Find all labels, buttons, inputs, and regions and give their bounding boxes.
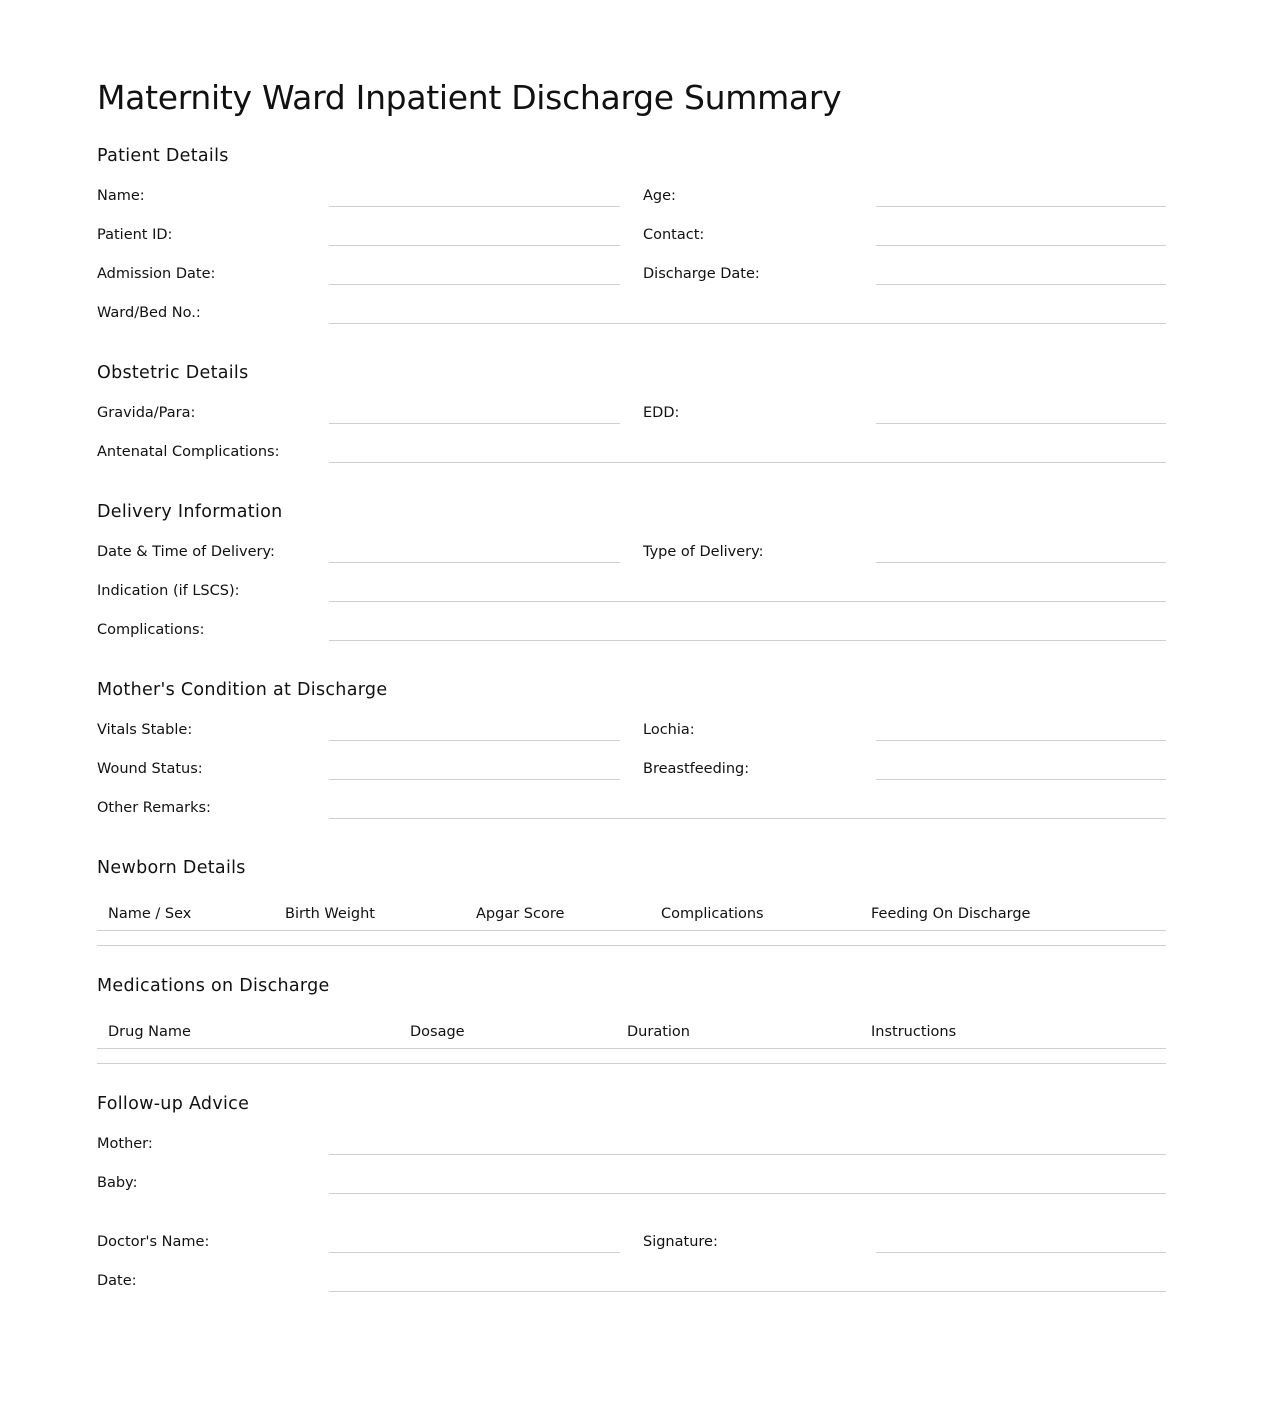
wound-status-label: Wound Status: [97, 761, 203, 777]
col-birth-weight: Birth Weight [274, 893, 465, 931]
delivery-datetime-label: Date & Time of Delivery: [97, 544, 275, 560]
age-field[interactable] [876, 176, 1166, 207]
other-remarks-field[interactable] [329, 788, 1166, 819]
col-duration: Duration [616, 1011, 860, 1049]
date-label: Date: [97, 1273, 137, 1289]
col-complications: Complications [650, 893, 860, 931]
col-instructions: Instructions [860, 1011, 1166, 1049]
col-name-sex: Name / Sex [97, 893, 274, 931]
contact-field[interactable] [876, 215, 1166, 246]
wound-status-field[interactable] [329, 749, 620, 780]
signature-field[interactable] [876, 1222, 1166, 1253]
antenatal-complications-label: Antenatal Complications: [97, 444, 280, 460]
followup-mother-field[interactable] [329, 1124, 1166, 1155]
name-label: Name: [97, 188, 145, 204]
patient-id-label: Patient ID: [97, 227, 173, 243]
section-mother-condition: Mother's Condition at Discharge [97, 680, 388, 700]
admission-date-label: Admission Date: [97, 266, 216, 282]
admission-date-field[interactable] [329, 254, 620, 285]
col-drug-name: Drug Name [97, 1011, 399, 1049]
followup-mother-label: Mother: [97, 1136, 153, 1152]
section-patient-details: Patient Details [97, 146, 229, 166]
delivery-complications-label: Complications: [97, 622, 205, 638]
signature-label: Signature: [643, 1234, 718, 1250]
edd-label: EDD: [643, 405, 680, 421]
ward-bed-label: Ward/Bed No.: [97, 305, 201, 321]
delivery-datetime-field[interactable] [329, 532, 620, 563]
medications-table [97, 1011, 1166, 1064]
lochia-field[interactable] [876, 710, 1166, 741]
section-obstetric-details: Obstetric Details [97, 363, 249, 383]
ward-bed-field[interactable] [329, 293, 1166, 324]
table-row[interactable] [97, 931, 1166, 946]
gravida-para-field[interactable] [329, 393, 620, 424]
breastfeeding-label: Breastfeeding: [643, 761, 750, 777]
table-row[interactable] [97, 1049, 1166, 1064]
breastfeeding-field[interactable] [876, 749, 1166, 780]
col-feeding: Feeding On Discharge [860, 893, 1166, 931]
followup-baby-field[interactable] [329, 1163, 1166, 1194]
contact-label: Contact: [643, 227, 705, 243]
page-title: Maternity Ward Inpatient Discharge Summary [97, 78, 842, 117]
discharge-date-label: Discharge Date: [643, 266, 760, 282]
section-medications: Medications on Discharge [97, 976, 330, 996]
doctor-name-field[interactable] [329, 1222, 620, 1253]
delivery-complications-field[interactable] [329, 610, 1166, 641]
date-field[interactable] [329, 1261, 1166, 1292]
antenatal-complications-field[interactable] [329, 432, 1166, 463]
edd-field[interactable] [876, 393, 1166, 424]
indication-label: Indication (if LSCS): [97, 583, 240, 599]
col-apgar-score: Apgar Score [465, 893, 650, 931]
name-field[interactable] [329, 176, 620, 207]
lochia-label: Lochia: [643, 722, 695, 738]
followup-baby-label: Baby: [97, 1175, 138, 1191]
doctor-name-label: Doctor's Name: [97, 1234, 210, 1250]
age-label: Age: [643, 188, 676, 204]
newborn-table [97, 893, 1166, 946]
delivery-type-label: Type of Delivery: [643, 544, 764, 560]
discharge-date-field[interactable] [876, 254, 1166, 285]
section-newborn-details: Newborn Details [97, 858, 246, 878]
vitals-label: Vitals Stable: [97, 722, 193, 738]
section-delivery-information: Delivery Information [97, 502, 283, 522]
gravida-para-label: Gravida/Para: [97, 405, 196, 421]
patient-id-field[interactable] [329, 215, 620, 246]
vitals-field[interactable] [329, 710, 620, 741]
other-remarks-label: Other Remarks: [97, 800, 211, 816]
col-dosage: Dosage [399, 1011, 616, 1049]
section-follow-up: Follow-up Advice [97, 1094, 250, 1114]
indication-field[interactable] [329, 571, 1166, 602]
delivery-type-field[interactable] [876, 532, 1166, 563]
